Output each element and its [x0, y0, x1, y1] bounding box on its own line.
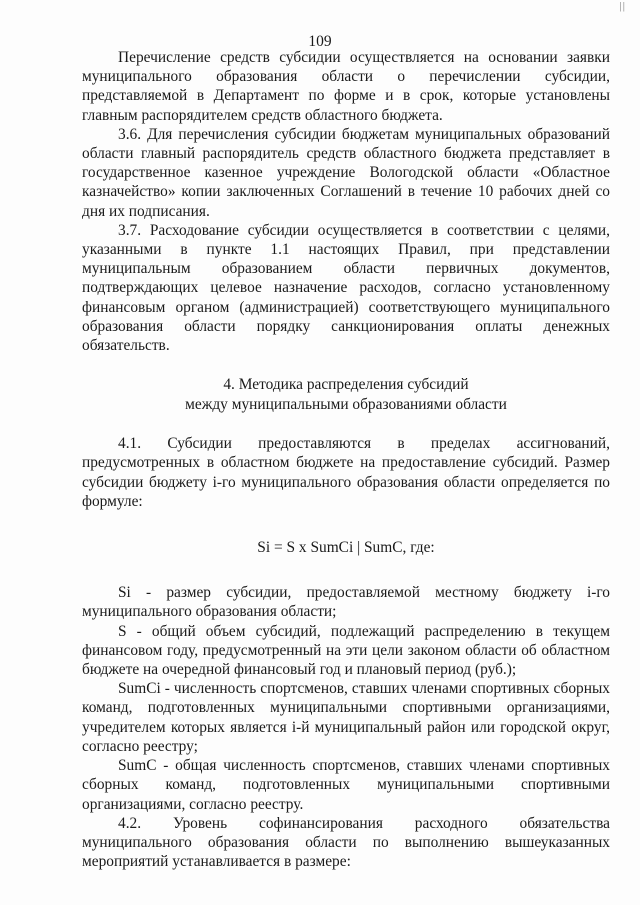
scan-corner-mark: || [619, 0, 626, 12]
section-4-heading [82, 375, 610, 414]
page-number: 109 [308, 33, 332, 50]
definition-sumc: SumC - общая численность спортсменов, ставших членами спортивных сборных команд, подготовленных муниципальными спортивными организациями, согласно реестру. [82, 757, 610, 813]
paragraph-4-2: 4.2. Уровень софинансирования расходного обязательства муниципального образования области по выполнению вышеуказанных мероприятий устанавливается в размере: [82, 814, 610, 871]
section-4-heading-line-2: между муниципальными образованиями области [185, 395, 507, 413]
paragraph-3-6: 3.6. Для перечисления субсидии бюджетам муниципальных образований области главный распорядитель средств областного бюджета представляет в государственное казенное учреждение Вологодской области «Областное казначейство» копии заключенных Соглашений в течение 10 рабочих дней со дня их подписания. [82, 125, 610, 220]
paragraph-3-7: 3.7. Расходование субсидии осуществляется в соответствии с целями, указанными в пункте 1.1 настоящих Правил, при представлении муниципальным образованием области первичных документов, подтверждающих целевое назначение расходов, согласно установленному финансовым органом (администрацией) соответствующего муниципального образования области порядку санкционирования оплаты денежных обязательств. [82, 221, 610, 355]
definition-s: S - общий объем субсидий, подлежащий распределению в текущем финансовом году, предусмотренный на эти цели законом области об областном бюджете на очередной финансовый год и плановый период (руб.); [82, 622, 610, 679]
paragraph-4-1: 4.1. Субсидии предоставляются в пределах ассигнований, предусмотренных в областном бюджете на предоставление субсидий. Размер субсидии бюджету i-го муниципального образования области определяется по формуле: [82, 435, 610, 510]
subsidy-formula: Si = S x SumCi | SumC, где: [257, 539, 435, 557]
document-body [82, 48, 610, 871]
section-4-heading-line-1: 4. Методика распределения субсидий [223, 376, 469, 394]
definition-si: Si - размер субсидии, предоставляемой местному бюджету i-го муниципального образования области; [82, 584, 610, 621]
paragraph-transfer-basis: Перечисление средств субсидии осуществляется на основании заявки муниципального образования области о перечислении субсидии, представляемой в Департамент по форме и в срок, которые установлены главным распорядителем средств областного бюджета. [82, 49, 610, 124]
definition-sumci: SumCi - численность спортсменов, ставших членами спортивных сборных команд, подготовленных муниципальными спортивными организациями, учредителем которых является i-й муниципальный район или городской округ, согласно реестру; [82, 680, 610, 755]
